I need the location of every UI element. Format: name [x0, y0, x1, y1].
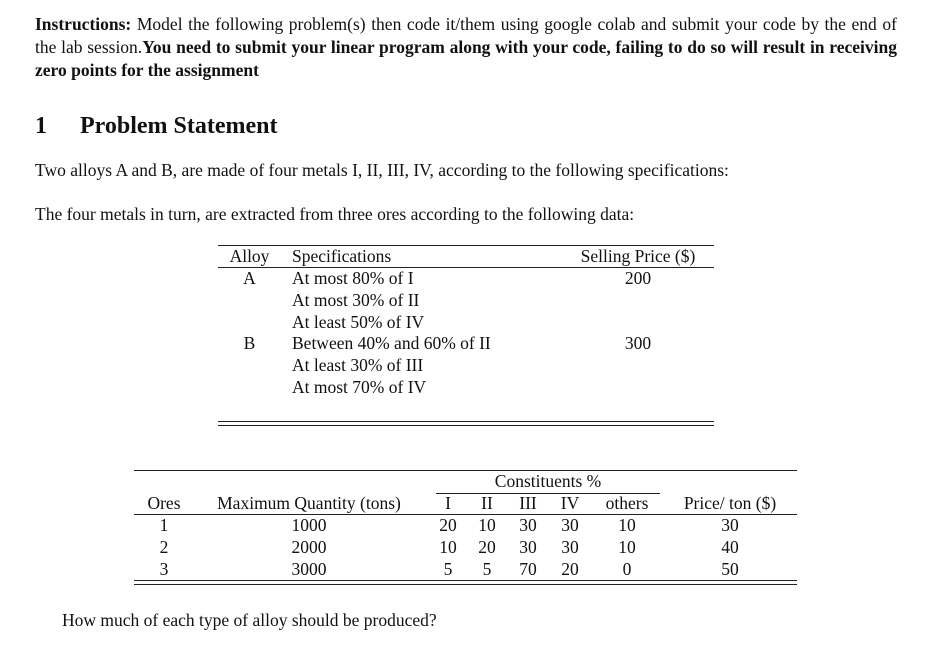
question: How much of each type of alloy should be produced?	[62, 610, 437, 630]
header-max-quantity: Maximum Quantity (tons)	[217, 493, 401, 513]
header-others: others	[605, 493, 649, 513]
section-number: 1	[35, 113, 47, 139]
header-i: I	[445, 493, 451, 513]
header-alloy: Alloy	[229, 246, 270, 266]
instructions-text: Model the following problem(s) then code it/them using google colab and submit your code by the end of the lab session.	[35, 14, 897, 57]
spec: At least 30% of III	[292, 355, 424, 375]
paragraph-alloys: Two alloys A and B, are made of four metals I, II, III, IV, according to the following specifications:	[35, 160, 729, 180]
cell: 10	[618, 515, 636, 535]
cell: 10	[439, 537, 457, 557]
header-specifications: Specifications	[292, 246, 392, 266]
header-iv: IV	[560, 493, 580, 513]
header-ores: Ores	[147, 493, 181, 513]
spec: At most 70% of IV	[292, 377, 427, 397]
alloy-a: A	[243, 268, 256, 288]
cell: 70	[519, 559, 537, 579]
cell: 20	[478, 537, 496, 557]
header-iii: III	[519, 493, 537, 513]
cell: 3	[159, 559, 169, 579]
spec: At most 30% of II	[292, 290, 420, 310]
instructions	[35, 13, 897, 82]
cell: 2000	[291, 537, 327, 557]
cell: 30	[561, 515, 579, 535]
cell: 1000	[291, 515, 327, 535]
table-rule	[218, 421, 714, 422]
cell: 30	[721, 515, 739, 535]
paragraph-ores: The four metals in turn, are extracted from three ores according to the following data:	[35, 204, 635, 224]
cell: 30	[519, 537, 537, 557]
price-b: 300	[624, 333, 652, 353]
cell: 0	[622, 559, 632, 579]
cell: 10	[478, 515, 496, 535]
section-title: Problem Statement	[80, 113, 278, 139]
cell: 40	[721, 537, 739, 557]
header-price-per-ton: Price/ ton ($)	[683, 493, 777, 513]
spec: At least 50% of IV	[292, 312, 425, 332]
cell: 2	[159, 537, 169, 557]
price-a: 200	[624, 268, 652, 288]
cell: 10	[618, 537, 636, 557]
cell: 30	[561, 537, 579, 557]
header-ii: II	[481, 493, 493, 513]
alloy-b: B	[243, 333, 256, 353]
instructions-bold-text: You need to submit your linear program along with your code, failing to do so will result in receiving zero points for the assignment	[35, 37, 897, 80]
table-rule	[134, 580, 797, 581]
instructions-label: Instructions:	[35, 14, 132, 34]
table-rule	[218, 425, 714, 426]
cell: 5	[482, 559, 492, 579]
table-rule	[134, 584, 797, 585]
header-constituents: Constituents %	[494, 471, 602, 491]
cell: 20	[439, 515, 457, 535]
spec: Between 40% and 60% of II	[292, 333, 491, 353]
cell: 50	[721, 559, 739, 579]
spec: At most 80% of I	[292, 268, 414, 288]
cell: 3000	[291, 559, 327, 579]
cell: 30	[519, 515, 537, 535]
cell: 20	[561, 559, 579, 579]
header-selling-price: Selling Price ($)	[580, 246, 696, 266]
cell: 1	[159, 515, 169, 535]
cell: 5	[443, 559, 453, 579]
